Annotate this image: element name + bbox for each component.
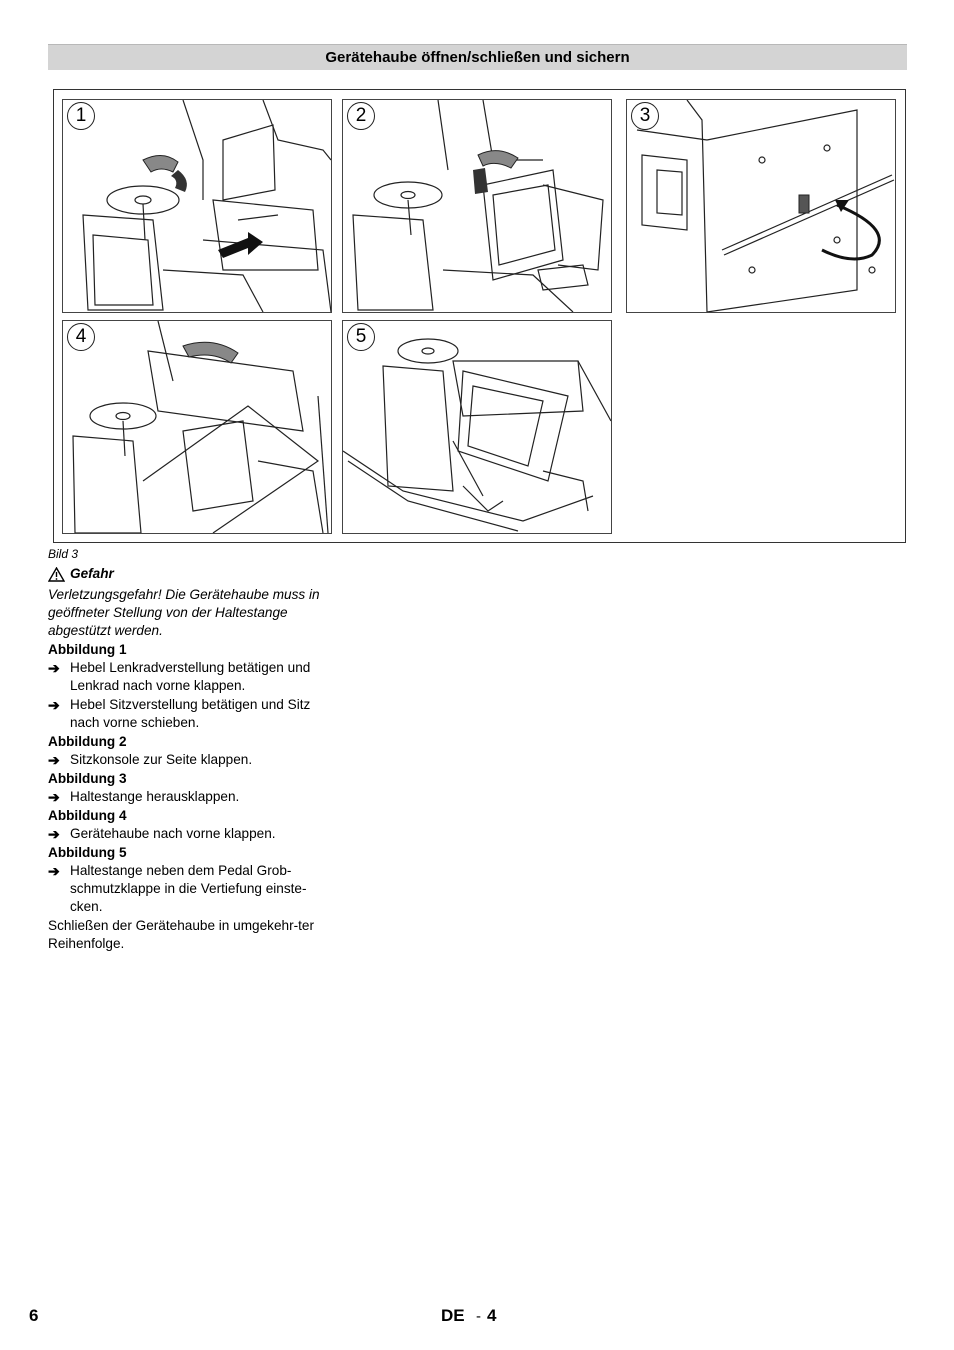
section-title: Gerätehaube öffnen/schließen und sichern <box>48 44 907 70</box>
machine-seat-illustration <box>63 100 331 312</box>
step-text: Gerätehaube nach vorne klappen. <box>70 826 276 841</box>
panel-number-2: 2 <box>347 102 375 130</box>
step-text: Haltestange herausklappen. <box>70 789 240 804</box>
danger-heading <box>48 565 323 583</box>
figure-panel-1 <box>62 99 332 313</box>
open-hood-illustration <box>63 321 331 533</box>
step-heading-2: Abbildung 2 <box>48 734 127 749</box>
arrow-right-icon: ➔ <box>48 752 60 768</box>
arrow-right-icon: ➔ <box>48 863 60 879</box>
seat-console-illustration <box>343 100 611 312</box>
figure-caption: Bild 3 <box>48 547 79 561</box>
arrow-right-icon: ➔ <box>48 826 60 842</box>
figure-panel-5 <box>342 320 612 534</box>
footer-subpage: 4 <box>487 1306 497 1325</box>
page-number: 6 <box>29 1306 39 1325</box>
step-heading-4: Abbildung 4 <box>48 808 127 823</box>
footer-separator: - <box>476 1308 481 1325</box>
step-heading-3: Abbildung 3 <box>48 771 127 786</box>
holding-rod-illustration <box>627 100 895 312</box>
danger-text: Verletzungsgefahr! Die Gerätehaube muss in geöffneter Stellung von der Haltestange abgestützt werden. <box>48 587 320 638</box>
arrow-right-icon: ➔ <box>48 789 60 805</box>
step-text: Haltestange neben dem Pedal Grob-schmutzklappe in die Vertiefung einste-cken. <box>70 863 307 914</box>
panel-number-5: 5 <box>347 323 375 351</box>
instruction-column <box>48 565 323 953</box>
step-item <box>48 862 323 916</box>
step-heading-5: Abbildung 5 <box>48 845 127 860</box>
step-item <box>48 788 323 806</box>
step-item <box>48 696 323 732</box>
warning-triangle-icon <box>48 567 65 582</box>
rod-insert-illustration <box>343 321 611 533</box>
figure-panel-3 <box>626 99 896 313</box>
panel-number-1: 1 <box>67 102 95 130</box>
step-item <box>48 659 323 695</box>
footer-language: DE <box>441 1306 465 1325</box>
panel-number-4: 4 <box>67 323 95 351</box>
step-heading-1: Abbildung 1 <box>48 642 127 657</box>
step-text: Hebel Sitzverstellung betätigen und Sitz nach vorne schieben. <box>70 697 311 730</box>
figure-frame <box>53 89 906 543</box>
arrow-right-icon: ➔ <box>48 697 60 713</box>
figure-panel-2 <box>342 99 612 313</box>
step-item <box>48 751 323 769</box>
figure-panel-4 <box>62 320 332 534</box>
panel-number-3: 3 <box>631 102 659 130</box>
step-text: Sitzkonsole zur Seite klappen. <box>70 752 253 767</box>
closing-text: Schließen der Gerätehaube in umgekehr-ter Reihenfolge. <box>48 918 314 951</box>
step-item <box>48 825 323 843</box>
danger-title: Gefahr <box>70 566 114 581</box>
arrow-right-icon: ➔ <box>48 660 60 676</box>
step-text: Hebel Lenkradverstellung betätigen und Lenkrad nach vorne klappen. <box>70 660 311 693</box>
